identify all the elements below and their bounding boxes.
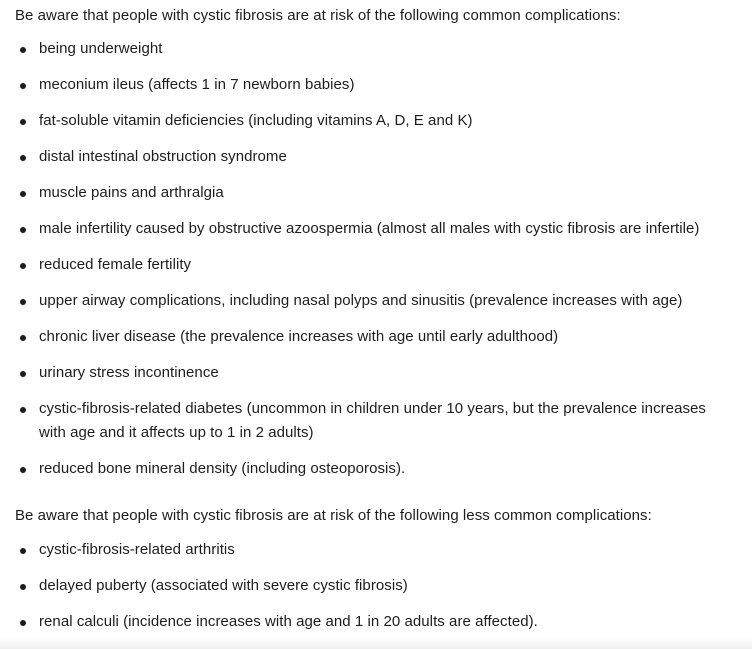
list-item — [15, 289, 737, 313]
common-complications-list — [15, 37, 737, 481]
list-item-text: reduced bone mineral density (including osteoporosis). — [39, 460, 406, 477]
less-common-complications-section — [15, 505, 737, 634]
list-item — [15, 361, 737, 385]
article-content — [15, 5, 737, 634]
bottom-fade-overlay — [0, 637, 752, 649]
bullet-icon — [20, 548, 26, 554]
list-item-text: fat-soluble vitamin deficiencies (including vitamins A, D, E and K) — [39, 112, 473, 129]
list-item-text: muscle pains and arthralgia — [39, 184, 224, 201]
list-item — [15, 37, 737, 61]
bullet-icon — [20, 467, 26, 473]
bullet-icon — [20, 371, 26, 377]
list-item — [15, 217, 737, 241]
bullet-icon — [20, 299, 26, 305]
bullet-icon — [20, 119, 26, 125]
list-item-text: urinary stress incontinence — [39, 364, 219, 381]
bullet-icon — [20, 47, 26, 53]
bullet-icon — [20, 83, 26, 89]
less-common-complications-list — [15, 538, 737, 634]
list-item — [15, 73, 737, 97]
list-item — [15, 181, 737, 205]
list-item — [15, 397, 737, 445]
list-item-text: male infertility caused by obstructive azoospermia (almost all males with cystic fibrosis are infertile) — [39, 220, 700, 237]
list-item-text: upper airway complications, including nasal polyps and sinusitis (prevalence increases with age) — [39, 292, 683, 309]
common-complications-intro: Be aware that people with cystic fibrosis are at risk of the following common complications: — [15, 7, 621, 24]
bullet-icon — [20, 263, 26, 269]
list-item-text: renal calculi (incidence increases with age and 1 in 20 adults are affected). — [39, 613, 538, 630]
list-item — [15, 325, 737, 349]
list-item — [15, 610, 737, 634]
list-item-text: meconium ileus (affects 1 in 7 newborn babies) — [39, 76, 355, 93]
bullet-icon — [20, 584, 26, 590]
list-item — [15, 109, 737, 133]
list-item — [15, 538, 737, 562]
bullet-icon — [20, 335, 26, 341]
list-item — [15, 145, 737, 169]
less-common-complications-intro: Be aware that people with cystic fibrosis are at risk of the following less common complications: — [15, 507, 652, 524]
list-item-text: cystic-fibrosis-related arthritis — [39, 541, 235, 558]
list-item-text: cystic-fibrosis-related diabetes (uncommon in children under 10 years, but the prevalence increases with age and it affects up to 1 in 2 adults) — [39, 400, 706, 441]
list-item-text: reduced female fertility — [39, 256, 192, 273]
list-item-text: being underweight — [39, 40, 163, 57]
list-item-text: chronic liver disease (the prevalence increases with age until early adulthood) — [39, 328, 559, 345]
list-item — [15, 457, 737, 481]
bullet-icon — [20, 620, 26, 626]
list-item-text: delayed puberty (associated with severe cystic fibrosis) — [39, 577, 408, 594]
common-complications-section — [15, 5, 737, 481]
bullet-icon — [20, 407, 26, 413]
bullet-icon — [20, 191, 26, 197]
list-item — [15, 253, 737, 277]
list-item — [15, 574, 737, 598]
bullet-icon — [20, 155, 26, 161]
list-item-text: distal intestinal obstruction syndrome — [39, 148, 287, 165]
bullet-icon — [20, 227, 26, 233]
